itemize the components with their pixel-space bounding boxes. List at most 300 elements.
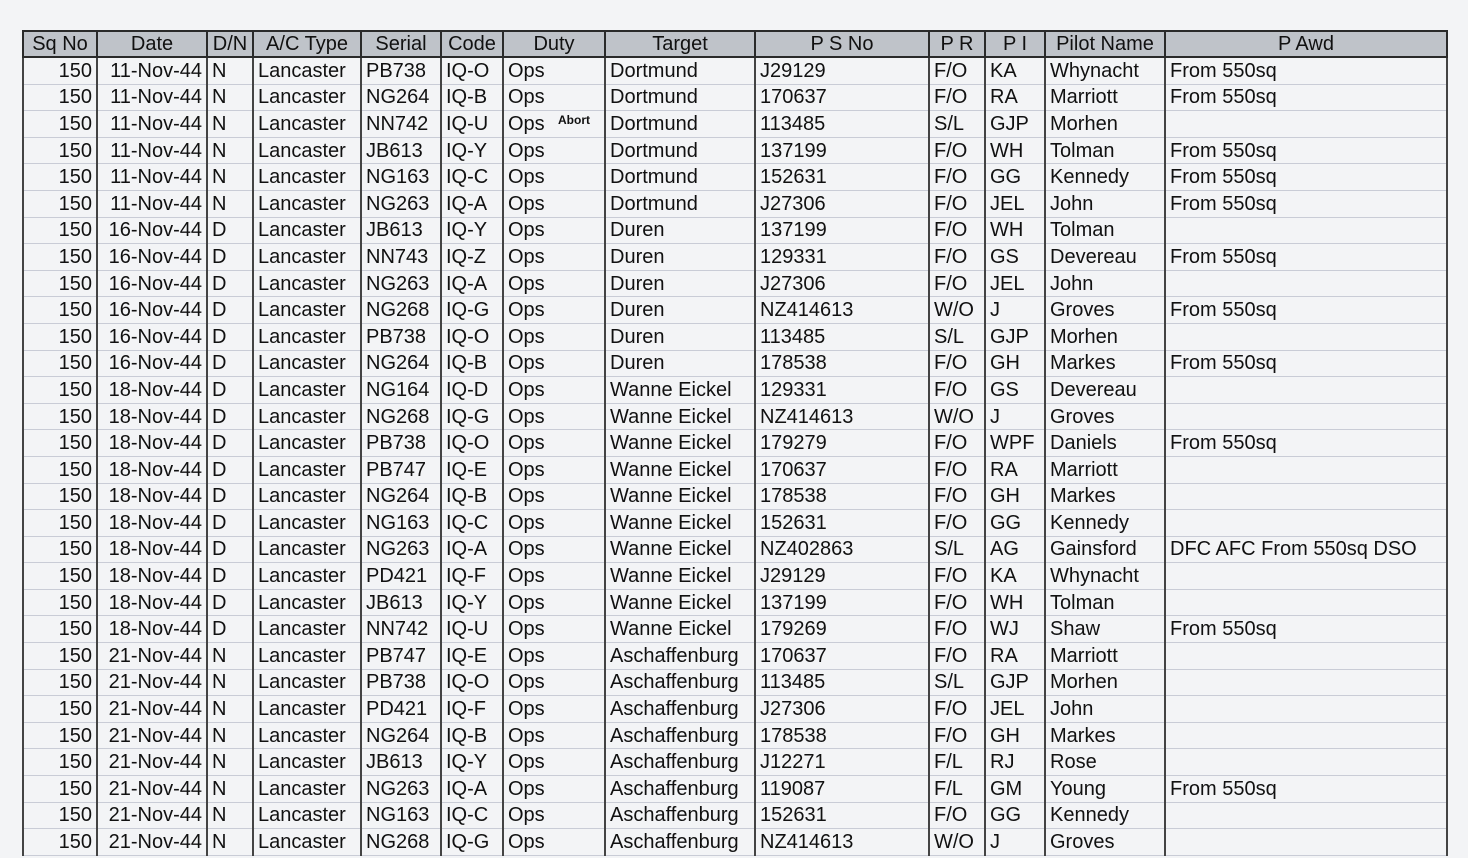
cell-pilot-name: Kennedy [1045,802,1165,829]
cell-sq-no: 150 [23,510,97,537]
cell-pilot-initials: JEL [985,696,1045,723]
cell-sq-no: 150 [23,190,97,217]
cell-duty: Ops [503,217,605,244]
cell-aircraft-type: Lancaster [253,456,361,483]
cell-aircraft-type: Lancaster [253,190,361,217]
cell-pilot-initials: GH [985,722,1045,749]
header-pilot-name: Pilot Name [1045,31,1165,57]
cell-code: IQ-E [441,456,503,483]
cell-sq-no: 150 [23,669,97,696]
cell-pilot-rank: S/L [929,323,985,350]
cell-pilot-name: Groves [1045,297,1165,324]
cell-sq-no: 150 [23,616,97,643]
cell-ps-no: 179279 [755,430,929,457]
table-row [23,456,1447,483]
cell-serial: PB738 [361,430,441,457]
table-row [23,483,1447,510]
header-pilot-rank: P R [929,31,985,57]
cell-day-night: N [207,776,253,803]
cell-pilot-rank: S/L [929,111,985,138]
cell-ps-no: 152631 [755,510,929,537]
cell-day-night: D [207,563,253,590]
cell-target: Wanne Eickel [605,563,755,590]
cell-serial: JB613 [361,589,441,616]
cell-pilot-initials: KA [985,57,1045,84]
cell-pilot-name: Groves [1045,829,1165,856]
cell-pilot-initials: WPF [985,430,1045,457]
cell-ps-no: J27306 [755,696,929,723]
cell-pilot-rank: F/O [929,270,985,297]
cell-serial: NN742 [361,111,441,138]
cell-target: Wanne Eickel [605,589,755,616]
cell-day-night: N [207,111,253,138]
cell-sq-no: 150 [23,297,97,324]
header-code: Code [441,31,503,57]
cell-code: IQ-G [441,297,503,324]
cell-duty: Ops [503,829,605,856]
cell-duty: Ops [503,403,605,430]
cell-duty: Ops [503,749,605,776]
cell-code: IQ-G [441,829,503,856]
table-row [23,616,1447,643]
table-row [23,164,1447,191]
cell-duty: Ops [503,802,605,829]
table-row [23,669,1447,696]
cell-sq-no: 150 [23,377,97,404]
cell-pilot-awards [1165,669,1447,696]
cell-pilot-awards [1165,643,1447,670]
cell-day-night: N [207,669,253,696]
cell-serial: NG264 [361,84,441,111]
cell-pilot-rank: F/O [929,137,985,164]
cell-sq-no: 150 [23,696,97,723]
cell-pilot-awards: From 550sq [1165,776,1447,803]
cell-pilot-name: Morhen [1045,323,1165,350]
cell-pilot-rank: F/O [929,456,985,483]
cell-serial: PB747 [361,456,441,483]
cell-pilot-awards: From 550sq [1165,57,1447,84]
header-pilot-initials: P I [985,31,1045,57]
cell-day-night: D [207,244,253,271]
cell-date: 21-Nov-44 [97,669,207,696]
cell-pilot-awards: From 550sq [1165,350,1447,377]
cell-pilot-awards: From 550sq [1165,297,1447,324]
cell-ps-no: J27306 [755,190,929,217]
cell-duty: Ops [503,536,605,563]
cell-aircraft-type: Lancaster [253,722,361,749]
cell-sq-no: 150 [23,137,97,164]
cell-code: IQ-O [441,323,503,350]
cell-target: Wanne Eickel [605,536,755,563]
cell-date: 18-Nov-44 [97,456,207,483]
cell-pilot-awards: From 550sq [1165,190,1447,217]
cell-aircraft-type: Lancaster [253,84,361,111]
cell-pilot-name: Marriott [1045,84,1165,111]
table-row [23,244,1447,271]
cell-duty: Ops [503,669,605,696]
cell-serial: NN743 [361,244,441,271]
cell-serial: PB738 [361,669,441,696]
cell-target: Wanne Eickel [605,456,755,483]
cell-pilot-initials: J [985,829,1045,856]
cell-code: IQ-U [441,616,503,643]
cell-aircraft-type: Lancaster [253,802,361,829]
cell-day-night: D [207,270,253,297]
cell-target: Duren [605,244,755,271]
cell-target: Duren [605,297,755,324]
cell-pilot-initials: GH [985,483,1045,510]
cell-serial: NG163 [361,164,441,191]
cell-serial: PB738 [361,57,441,84]
cell-pilot-awards [1165,403,1447,430]
cell-day-night: N [207,722,253,749]
cell-day-night: N [207,696,253,723]
cell-target: Dortmund [605,111,755,138]
cell-duty: Ops [503,323,605,350]
cell-day-night: N [207,802,253,829]
cell-pilot-initials: GG [985,510,1045,537]
cell-pilot-rank: W/O [929,829,985,856]
cell-duty: Ops [503,696,605,723]
cell-serial: NN742 [361,616,441,643]
table-row [23,111,1447,138]
cell-pilot-awards: From 550sq [1165,616,1447,643]
cell-target: Duren [605,217,755,244]
cell-target: Aschaffenburg [605,669,755,696]
cell-pilot-awards: From 550sq [1165,244,1447,271]
cell-aircraft-type: Lancaster [253,111,361,138]
cell-pilot-initials: WH [985,137,1045,164]
cell-pilot-initials: JEL [985,190,1045,217]
cell-serial: PD421 [361,563,441,590]
cell-duty: Ops [503,563,605,590]
cell-aircraft-type: Lancaster [253,430,361,457]
cell-pilot-name: Kennedy [1045,510,1165,537]
cell-code: IQ-O [441,430,503,457]
header-target: Target [605,31,755,57]
table-row [23,137,1447,164]
cell-pilot-rank: F/O [929,164,985,191]
cell-duty-text: Ops [508,112,545,135]
cell-ps-no: 119087 [755,776,929,803]
cell-sq-no: 150 [23,430,97,457]
cell-serial: PB738 [361,323,441,350]
cell-target: Wanne Eickel [605,377,755,404]
cell-pilot-name: Morhen [1045,669,1165,696]
cell-serial: NG163 [361,802,441,829]
cell-code: IQ-Z [441,244,503,271]
cell-day-night: D [207,377,253,404]
cell-pilot-name: John [1045,270,1165,297]
cell-pilot-rank: W/O [929,297,985,324]
cell-date: 18-Nov-44 [97,510,207,537]
cell-date: 18-Nov-44 [97,430,207,457]
cell-serial: NG164 [361,377,441,404]
cell-pilot-awards [1165,377,1447,404]
cell-pilot-awards [1165,829,1447,856]
cell-sq-no: 150 [23,749,97,776]
cell-pilot-name: Whynacht [1045,563,1165,590]
cell-ps-no: J12271 [755,749,929,776]
cell-pilot-rank: F/O [929,483,985,510]
cell-pilot-initials: WJ [985,616,1045,643]
cell-date: 18-Nov-44 [97,536,207,563]
cell-pilot-initials: RA [985,643,1045,670]
cell-aircraft-type: Lancaster [253,589,361,616]
cell-aircraft-type: Lancaster [253,270,361,297]
cell-ps-no: NZ414613 [755,403,929,430]
cell-target: Aschaffenburg [605,643,755,670]
cell-aircraft-type: Lancaster [253,510,361,537]
header-sq-no: Sq No [23,31,97,57]
cell-code: IQ-F [441,696,503,723]
cell-serial: NG163 [361,510,441,537]
cell-date: 16-Nov-44 [97,217,207,244]
table-row [23,57,1447,84]
cell-target: Dortmund [605,137,755,164]
cell-sq-no: 150 [23,802,97,829]
cell-code: IQ-Y [441,749,503,776]
cell-pilot-awards [1165,510,1447,537]
cell-pilot-initials: GM [985,776,1045,803]
cell-ps-no: 129331 [755,377,929,404]
cell-serial: NG263 [361,776,441,803]
cell-day-night: D [207,323,253,350]
cell-pilot-name: Marriott [1045,643,1165,670]
table-row [23,696,1447,723]
cell-day-night: N [207,137,253,164]
cell-day-night: D [207,297,253,324]
cell-pilot-initials: GG [985,802,1045,829]
cell-serial: NG268 [361,829,441,856]
cell-code: IQ-A [441,270,503,297]
cell-code: IQ-B [441,722,503,749]
cell-day-night: D [207,456,253,483]
cell-duty: Ops [503,722,605,749]
cell-serial: PD421 [361,696,441,723]
cell-ps-no: 170637 [755,643,929,670]
cell-serial: JB613 [361,749,441,776]
cell-aircraft-type: Lancaster [253,616,361,643]
cell-ps-no: 152631 [755,164,929,191]
cell-date: 21-Nov-44 [97,643,207,670]
cell-target: Aschaffenburg [605,696,755,723]
cell-ps-no: J29129 [755,563,929,590]
cell-date: 11-Nov-44 [97,57,207,84]
cell-date: 18-Nov-44 [97,403,207,430]
table-row [23,722,1447,749]
cell-date: 21-Nov-44 [97,722,207,749]
cell-target: Duren [605,323,755,350]
cell-target: Aschaffenburg [605,749,755,776]
cell-pilot-rank: F/O [929,190,985,217]
cell-aircraft-type: Lancaster [253,244,361,271]
cell-target: Wanne Eickel [605,403,755,430]
cell-pilot-awards [1165,802,1447,829]
cell-date: 18-Nov-44 [97,377,207,404]
cell-ps-no: 137199 [755,217,929,244]
cell-pilot-name: Young [1045,776,1165,803]
table-row [23,749,1447,776]
cell-code: IQ-D [441,377,503,404]
cell-sq-no: 150 [23,270,97,297]
cell-date: 21-Nov-44 [97,829,207,856]
cell-pilot-initials: GH [985,350,1045,377]
cell-serial: PB747 [361,643,441,670]
cell-serial: NG263 [361,190,441,217]
cell-ps-no: 113485 [755,111,929,138]
cell-pilot-awards [1165,696,1447,723]
cell-pilot-awards: From 550sq [1165,430,1447,457]
cell-pilot-name: Kennedy [1045,164,1165,191]
header-date: Date [97,31,207,57]
cell-duty: Ops [503,510,605,537]
cell-date: 16-Nov-44 [97,297,207,324]
cell-pilot-initials: RA [985,456,1045,483]
cell-target: Aschaffenburg [605,802,755,829]
cell-duty: Ops [503,270,605,297]
cell-pilot-name: Tolman [1045,217,1165,244]
cell-aircraft-type: Lancaster [253,829,361,856]
table-header [23,31,1447,57]
cell-target: Duren [605,270,755,297]
cell-code: IQ-A [441,190,503,217]
cell-sq-no: 150 [23,563,97,590]
cell-ps-no: 137199 [755,137,929,164]
cell-day-night: D [207,217,253,244]
cell-pilot-initials: GG [985,164,1045,191]
cell-pilot-awards [1165,270,1447,297]
cell-target: Duren [605,350,755,377]
cell-sq-no: 150 [23,350,97,377]
cell-aircraft-type: Lancaster [253,483,361,510]
cell-pilot-awards [1165,111,1447,138]
cell-aircraft-type: Lancaster [253,669,361,696]
cell-sq-no: 150 [23,57,97,84]
cell-duty: Ops [503,483,605,510]
cell-pilot-initials: J [985,297,1045,324]
header-ps-no: P S No [755,31,929,57]
cell-pilot-awards [1165,217,1447,244]
cell-day-night: D [207,403,253,430]
cell-duty: Ops [503,137,605,164]
cell-pilot-name: Whynacht [1045,57,1165,84]
cell-pilot-name: Devereau [1045,244,1165,271]
table-row [23,350,1447,377]
table-row [23,323,1447,350]
cell-date: 18-Nov-44 [97,563,207,590]
cell-date: 21-Nov-44 [97,802,207,829]
cell-ps-no: 178538 [755,722,929,749]
cell-code: IQ-O [441,57,503,84]
cell-sq-no: 150 [23,323,97,350]
cell-ps-no: 129331 [755,244,929,271]
header-serial: Serial [361,31,441,57]
cell-day-night: N [207,164,253,191]
cell-ps-no: 170637 [755,456,929,483]
table-row [23,829,1447,856]
header-pilot-awards: P Awd [1165,31,1447,57]
cell-day-night: D [207,350,253,377]
cell-sq-no: 150 [23,722,97,749]
cell-aircraft-type: Lancaster [253,749,361,776]
cell-pilot-rank: F/O [929,510,985,537]
cell-sq-no: 150 [23,244,97,271]
cell-pilot-rank: W/O [929,403,985,430]
cell-code: IQ-U [441,111,503,138]
cell-sq-no: 150 [23,111,97,138]
cell-code: IQ-B [441,350,503,377]
cell-ps-no: 137199 [755,589,929,616]
cell-pilot-rank: F/O [929,430,985,457]
cell-pilot-initials: GJP [985,323,1045,350]
cell-ps-no: 113485 [755,323,929,350]
cell-date: 16-Nov-44 [97,350,207,377]
cell-sq-no: 150 [23,403,97,430]
cell-aircraft-type: Lancaster [253,377,361,404]
cell-sq-no: 150 [23,483,97,510]
cell-serial: NG264 [361,483,441,510]
cell-pilot-initials: AG [985,536,1045,563]
cell-pilot-initials: GS [985,244,1045,271]
cell-ps-no: 178538 [755,483,929,510]
cell-aircraft-type: Lancaster [253,323,361,350]
cell-pilot-rank: F/O [929,350,985,377]
cell-pilot-name: Markes [1045,350,1165,377]
cell-pilot-name: Tolman [1045,589,1165,616]
cell-target: Dortmund [605,190,755,217]
cell-sq-no: 150 [23,217,97,244]
cell-pilot-name: Markes [1045,722,1165,749]
cell-pilot-rank: S/L [929,536,985,563]
cell-aircraft-type: Lancaster [253,57,361,84]
cell-date: 18-Nov-44 [97,589,207,616]
cell-ps-no: NZ414613 [755,829,929,856]
cell-pilot-rank: F/O [929,57,985,84]
table-row [23,510,1447,537]
cell-sq-no: 150 [23,456,97,483]
cell-sq-no: 150 [23,643,97,670]
cell-target: Aschaffenburg [605,722,755,749]
cell-pilot-awards [1165,323,1447,350]
cell-code: IQ-B [441,483,503,510]
cell-duty: Ops [503,190,605,217]
table-row [23,297,1447,324]
table-row [23,190,1447,217]
table-row [23,84,1447,111]
cell-code: IQ-O [441,669,503,696]
cell-code: IQ-C [441,510,503,537]
cell-pilot-initials: RJ [985,749,1045,776]
cell-aircraft-type: Lancaster [253,164,361,191]
cell-code: IQ-Y [441,137,503,164]
cell-serial: NG268 [361,403,441,430]
cell-pilot-rank: F/O [929,589,985,616]
cell-date: 21-Nov-44 [97,749,207,776]
cell-pilot-initials: RA [985,84,1045,111]
cell-pilot-name: Marriott [1045,456,1165,483]
cell-pilot-rank: F/O [929,643,985,670]
cell-duty: Ops [503,430,605,457]
cell-pilot-rank: F/O [929,244,985,271]
cell-day-night: D [207,483,253,510]
cell-ps-no: NZ414613 [755,297,929,324]
cell-date: 21-Nov-44 [97,696,207,723]
cell-pilot-name: Morhen [1045,111,1165,138]
cell-pilot-awards: From 550sq [1165,164,1447,191]
cell-pilot-awards [1165,456,1447,483]
cell-serial: NG263 [361,270,441,297]
